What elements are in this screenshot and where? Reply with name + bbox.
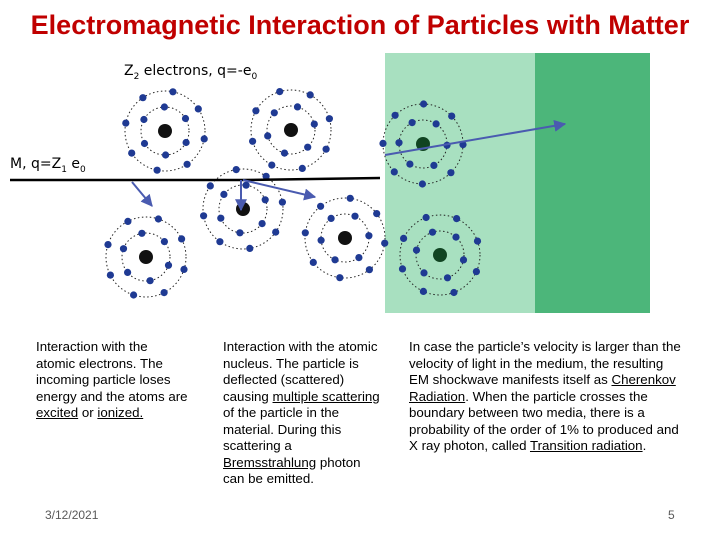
- electron: [271, 109, 278, 116]
- electron: [161, 238, 168, 245]
- electron: [326, 115, 333, 122]
- electron: [317, 203, 324, 210]
- electron: [161, 103, 168, 110]
- electron: [217, 215, 224, 222]
- electron: [473, 268, 480, 275]
- electron: [272, 229, 279, 236]
- electron: [236, 229, 243, 236]
- electron: [399, 265, 406, 272]
- electron: [311, 121, 318, 128]
- electron-ejection-arrow: [132, 182, 152, 206]
- electron: [281, 150, 288, 157]
- electron: [395, 139, 402, 146]
- electron: [406, 161, 413, 168]
- electron: [107, 272, 114, 279]
- electron: [304, 144, 311, 151]
- electron: [444, 274, 451, 281]
- electron: [355, 254, 362, 261]
- electron: [307, 91, 314, 98]
- page-title: Electromagnetic Interaction of Particles with Matter: [30, 10, 690, 40]
- medium-light-region: [385, 53, 535, 313]
- particle-label-main: M, q=Z: [10, 156, 62, 172]
- electron: [447, 169, 454, 176]
- caption-electrons-mid: or: [78, 405, 98, 420]
- electron: [122, 120, 129, 127]
- electron: [195, 105, 202, 112]
- atomic-nucleus: [338, 231, 352, 245]
- particle-label: [10, 156, 86, 175]
- atomic-nucleus: [158, 124, 172, 138]
- electron: [130, 291, 137, 298]
- electron: [184, 161, 191, 168]
- atomic-nucleus: [236, 202, 250, 216]
- electron: [420, 269, 427, 276]
- electron: [452, 234, 459, 241]
- electron: [318, 237, 325, 244]
- electron: [161, 289, 168, 296]
- electron: [220, 191, 227, 198]
- footer-date: 3/12/2021: [45, 508, 99, 522]
- electron: [336, 274, 343, 281]
- electron: [139, 94, 146, 101]
- electron: [423, 214, 430, 221]
- electron: [460, 256, 467, 263]
- electron: [128, 150, 135, 157]
- electron: [120, 245, 127, 252]
- electron: [373, 210, 380, 217]
- electron: [365, 232, 372, 239]
- caption-electrons-text: Interaction with the atomic electrons. The incoming particle loses energy and the atoms are: [36, 339, 188, 404]
- electrons-label-rest: electrons, q=-e: [139, 63, 252, 79]
- electron: [302, 229, 309, 236]
- electron: [169, 88, 176, 95]
- electron: [310, 259, 317, 266]
- electron: [124, 218, 131, 225]
- electron: [200, 212, 207, 219]
- electron: [180, 266, 187, 273]
- caption-nucleus-text: Interaction with the atomic nucleus. The particle is deflected (scattered) causing: [223, 339, 378, 404]
- multiple-scattering-link: multiple scattering: [272, 388, 380, 404]
- electron: [448, 113, 455, 120]
- electron: [379, 140, 386, 147]
- electron: [299, 165, 306, 172]
- caption-cherenkov-text: In case the particle’s velocity is larger than the velocity of light in the medium, the resulting EM shockwave manifests itself as: [409, 339, 681, 387]
- caption-nucleus-mid: of the particle in the material. During this scattering a: [223, 405, 342, 453]
- electron: [183, 139, 190, 146]
- bremsstrahlung-link: Bremsstrahlung: [223, 454, 317, 470]
- electron: [409, 119, 416, 126]
- electron: [178, 235, 185, 242]
- caption-cherenkov-end: .: [642, 438, 647, 453]
- electron: [347, 195, 354, 202]
- electron: [246, 245, 253, 252]
- electron: [154, 167, 161, 174]
- electron: [233, 166, 240, 173]
- electron: [323, 146, 330, 153]
- electron: [216, 238, 223, 245]
- particle-label-sub: 1: [61, 164, 67, 175]
- electrons-label-main: Z: [124, 63, 134, 79]
- atomic-nucleus: [139, 250, 153, 264]
- electron: [392, 112, 399, 119]
- electron: [264, 132, 271, 139]
- caption-electrons: [36, 339, 188, 422]
- electron: [430, 162, 437, 169]
- electron: [450, 289, 457, 296]
- caption-nucleus-end: photon can be emitted.: [223, 454, 361, 486]
- electron: [351, 213, 358, 220]
- electron: [279, 199, 286, 206]
- electron: [420, 288, 427, 295]
- electrons-label-sub2: 0: [251, 71, 258, 82]
- electron: [259, 220, 266, 227]
- electron: [165, 262, 172, 269]
- electron: [294, 103, 301, 110]
- particle-label-rest: e: [66, 156, 80, 172]
- electron: [413, 247, 420, 254]
- electron: [104, 241, 111, 248]
- electrons-label-sub: 2: [133, 71, 140, 82]
- caption-cherenkov: [409, 339, 684, 455]
- scattered-track: [243, 180, 315, 197]
- electron: [268, 162, 275, 169]
- electron: [124, 269, 131, 276]
- electron: [182, 115, 189, 122]
- particle-label-sub2: 0: [80, 164, 86, 175]
- electron: [381, 240, 388, 247]
- caption-cherenkov-mid: . When the particle crosses the boundary between two media, there is a probability of the order of 1% to produced and X ray photon, called: [409, 388, 679, 453]
- electron: [429, 229, 436, 236]
- electron: [162, 151, 169, 158]
- atomic-nucleus: [284, 123, 298, 137]
- electron: [276, 88, 283, 95]
- electron: [243, 182, 250, 189]
- electron: [262, 196, 269, 203]
- caption-nucleus: [223, 339, 383, 488]
- electron: [140, 116, 147, 123]
- electron: [328, 215, 335, 222]
- electron: [391, 168, 398, 175]
- electron: [141, 140, 148, 147]
- excited-link: excited: [36, 405, 79, 420]
- electron: [420, 100, 427, 107]
- electron: [147, 277, 154, 284]
- electrons-label: [124, 63, 257, 82]
- electron: [453, 215, 460, 222]
- electron: [249, 138, 256, 145]
- electron: [201, 135, 208, 142]
- electron: [207, 182, 214, 189]
- electron: [366, 266, 373, 273]
- ionized-link: ionized.: [97, 405, 144, 420]
- electron: [400, 235, 407, 242]
- atomic-nucleus: [433, 248, 447, 262]
- electron: [138, 230, 145, 237]
- medium-dark-region: [535, 53, 650, 313]
- page-number: 5: [668, 508, 675, 522]
- electron: [331, 256, 338, 263]
- electron: [252, 107, 259, 114]
- electron: [433, 120, 440, 127]
- electron: [419, 180, 426, 187]
- transition-radiation-link: Transition radiation: [529, 438, 643, 453]
- cherenkov-link: Cherenkov Radiation: [409, 372, 676, 404]
- electron: [155, 215, 162, 222]
- electron: [474, 238, 481, 245]
